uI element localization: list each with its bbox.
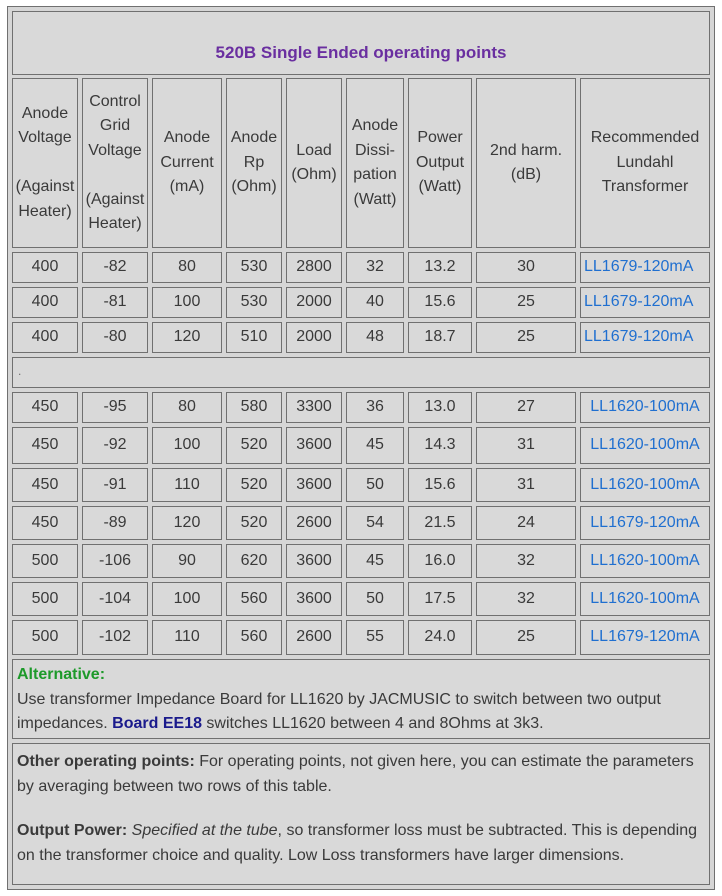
table-cell-power-output: 14.3 bbox=[408, 427, 472, 464]
table-cell-anode-rp: 520 bbox=[226, 427, 282, 464]
table-cell-load: 2000 bbox=[286, 287, 342, 318]
table-cell-control-grid-voltage: -80 bbox=[82, 322, 148, 353]
table-cell-control-grid-voltage: -92 bbox=[82, 427, 148, 464]
table-cell-control-grid-voltage: -91 bbox=[82, 468, 148, 502]
table-cell-anode-rp: 560 bbox=[226, 620, 282, 655]
table-cell-anode-dissipation: 45 bbox=[346, 544, 404, 578]
table-cell-anode-voltage: 400 bbox=[12, 287, 78, 318]
table-cell-control-grid-voltage: -82 bbox=[82, 252, 148, 283]
table-cell-anode-current: 110 bbox=[152, 468, 222, 502]
header-load: Load (Ohm) bbox=[286, 78, 342, 248]
table-cell-second-harmonic: 24 bbox=[476, 506, 576, 540]
table-cell-anode-rp: 510 bbox=[226, 322, 282, 353]
table-cell-anode-voltage: 500 bbox=[12, 544, 78, 578]
table-cell-power-output: 18.7 bbox=[408, 322, 472, 353]
transformer-link[interactable]: LL1620-100mA bbox=[580, 582, 710, 616]
table-cell-power-output: 24.0 bbox=[408, 620, 472, 655]
table-cell-anode-dissipation: 48 bbox=[346, 322, 404, 353]
table-cell-anode-current: 120 bbox=[152, 322, 222, 353]
table-cell-second-harmonic: 32 bbox=[476, 582, 576, 616]
table-cell-anode-current: 110 bbox=[152, 620, 222, 655]
table-cell-power-output: 15.6 bbox=[408, 287, 472, 318]
table-cell-anode-current: 120 bbox=[152, 506, 222, 540]
table-cell-load: 2600 bbox=[286, 620, 342, 655]
table-cell-power-output: 17.5 bbox=[408, 582, 472, 616]
table-cell-anode-dissipation: 55 bbox=[346, 620, 404, 655]
other-operating-points-note bbox=[17, 750, 705, 799]
table-cell-anode-dissipation: 32 bbox=[346, 252, 404, 283]
table-cell-power-output: 13.2 bbox=[408, 252, 472, 283]
table-cell-control-grid-voltage: -81 bbox=[82, 287, 148, 318]
table-cell-anode-current: 80 bbox=[152, 392, 222, 423]
table-cell-load: 3600 bbox=[286, 468, 342, 502]
output-power-text: , so transformer loss must be subtracted. This is depending on the transformer choice and quality. Low Loss transformers have larger dimensions. bbox=[17, 822, 698, 864]
header-power-output: Power Output (Watt) bbox=[408, 78, 472, 248]
other-operating-points-text: For operating points, not given here, you can estimate the parameters by averaging between two rows of this table. bbox=[17, 753, 694, 795]
notes-section bbox=[12, 743, 710, 885]
transformer-link[interactable]: LL1679-120mA bbox=[580, 252, 710, 283]
table-title: 520B Single Ended operating points bbox=[12, 11, 710, 75]
table-cell-load: 3300 bbox=[286, 392, 342, 423]
table-cell-anode-rp: 520 bbox=[226, 468, 282, 502]
output-power-note bbox=[17, 819, 705, 868]
table-cell-anode-voltage: 500 bbox=[12, 582, 78, 616]
transformer-link[interactable]: LL1620-100mA bbox=[580, 427, 710, 464]
table-cell-second-harmonic: 25 bbox=[476, 620, 576, 655]
table-cell-anode-current: 100 bbox=[152, 427, 222, 464]
other-operating-points-label: Other operating points: bbox=[17, 753, 195, 770]
table-cell-anode-current: 90 bbox=[152, 544, 222, 578]
table-cell-anode-dissipation: 40 bbox=[346, 287, 404, 318]
table-cell-second-harmonic: 25 bbox=[476, 322, 576, 353]
alternative-text bbox=[17, 688, 705, 737]
table-cell-load: 3600 bbox=[286, 427, 342, 464]
table-cell-power-output: 13.0 bbox=[408, 392, 472, 423]
table-cell-second-harmonic: 30 bbox=[476, 252, 576, 283]
table-cell-anode-dissipation: 50 bbox=[346, 582, 404, 616]
transformer-link[interactable]: LL1679-120mA bbox=[580, 506, 710, 540]
table-cell-anode-current: 100 bbox=[152, 287, 222, 318]
transformer-link[interactable]: LL1620-100mA bbox=[580, 468, 710, 502]
table-cell-load: 3600 bbox=[286, 582, 342, 616]
operating-points-table bbox=[7, 6, 715, 890]
header-anode-rp: Anode Rp (Ohm) bbox=[226, 78, 282, 248]
table-cell-power-output: 16.0 bbox=[408, 544, 472, 578]
table-cell-second-harmonic: 31 bbox=[476, 427, 576, 464]
table-cell-power-output: 15.6 bbox=[408, 468, 472, 502]
header-anode-current: Anode Current (mA) bbox=[152, 78, 222, 248]
output-power-label: Output Power: bbox=[17, 822, 128, 839]
table-cell-anode-voltage: 450 bbox=[12, 506, 78, 540]
alternative-note bbox=[12, 659, 710, 739]
table-cell-control-grid-voltage: -102 bbox=[82, 620, 148, 655]
table-cell-anode-rp: 520 bbox=[226, 506, 282, 540]
table-cell-control-grid-voltage: -95 bbox=[82, 392, 148, 423]
transformer-link[interactable]: LL1679-120mA bbox=[580, 620, 710, 655]
table-cell-control-grid-voltage: -89 bbox=[82, 506, 148, 540]
table-cell-anode-voltage: 400 bbox=[12, 322, 78, 353]
table-cell-anode-current: 80 bbox=[152, 252, 222, 283]
table-cell-second-harmonic: 31 bbox=[476, 468, 576, 502]
alternative-text-after: switches LL1620 between 4 and 8Ohms at 3k3. bbox=[201, 715, 544, 732]
header-second-harmonic: 2nd harm. (dB) bbox=[476, 78, 576, 248]
table-cell-second-harmonic: 25 bbox=[476, 287, 576, 318]
header-anode-voltage: Anode Voltage (Against Heater) bbox=[12, 78, 78, 248]
table-cell-control-grid-voltage: -106 bbox=[82, 544, 148, 578]
transformer-link[interactable]: LL1620-100mA bbox=[580, 544, 710, 578]
table-cell-anode-rp: 530 bbox=[226, 287, 282, 318]
table-cell-load: 2600 bbox=[286, 506, 342, 540]
table-cell-second-harmonic: 32 bbox=[476, 544, 576, 578]
transformer-link[interactable]: LL1620-100mA bbox=[580, 392, 710, 423]
table-cell-anode-dissipation: 36 bbox=[346, 392, 404, 423]
table-cell-anode-rp: 560 bbox=[226, 582, 282, 616]
header-recommended-transformer: Recommended Lundahl Transformer bbox=[580, 78, 710, 248]
board-ee18-link[interactable]: Board EE18 bbox=[112, 715, 202, 732]
table-cell-anode-voltage: 450 bbox=[12, 427, 78, 464]
transformer-link[interactable]: LL1679-120mA bbox=[580, 322, 710, 353]
table-cell-second-harmonic: 27 bbox=[476, 392, 576, 423]
table-cell-anode-current: 100 bbox=[152, 582, 222, 616]
table-cell-power-output: 21.5 bbox=[408, 506, 472, 540]
table-cell-anode-voltage: 400 bbox=[12, 252, 78, 283]
output-power-italic: Specified at the tube bbox=[127, 822, 278, 839]
table-cell-anode-rp: 580 bbox=[226, 392, 282, 423]
table-cell-load: 2000 bbox=[286, 322, 342, 353]
table-cell-load: 3600 bbox=[286, 544, 342, 578]
table-cell-anode-rp: 620 bbox=[226, 544, 282, 578]
alternative-text-before: Use transformer Impedance Board for LL1620 by JACMUSIC to switch between two output impedances. bbox=[17, 690, 661, 732]
header-anode-dissipation: Anode Dissi- pation (Watt) bbox=[346, 78, 404, 248]
table-cell-anode-voltage: 450 bbox=[12, 468, 78, 502]
table-cell-anode-voltage: 500 bbox=[12, 620, 78, 655]
table-cell-load: 2800 bbox=[286, 252, 342, 283]
spacer-row: . bbox=[12, 357, 710, 388]
table-cell-control-grid-voltage: -104 bbox=[82, 582, 148, 616]
transformer-link[interactable]: LL1679-120mA bbox=[580, 287, 710, 318]
alternative-title: Alternative: bbox=[17, 666, 106, 683]
header-control-grid-voltage: Control Grid Voltage (Against Heater) bbox=[82, 78, 148, 248]
table-cell-anode-dissipation: 50 bbox=[346, 468, 404, 502]
table-cell-anode-voltage: 450 bbox=[12, 392, 78, 423]
table-cell-anode-rp: 530 bbox=[226, 252, 282, 283]
table-cell-anode-dissipation: 54 bbox=[346, 506, 404, 540]
table-cell-anode-dissipation: 45 bbox=[346, 427, 404, 464]
